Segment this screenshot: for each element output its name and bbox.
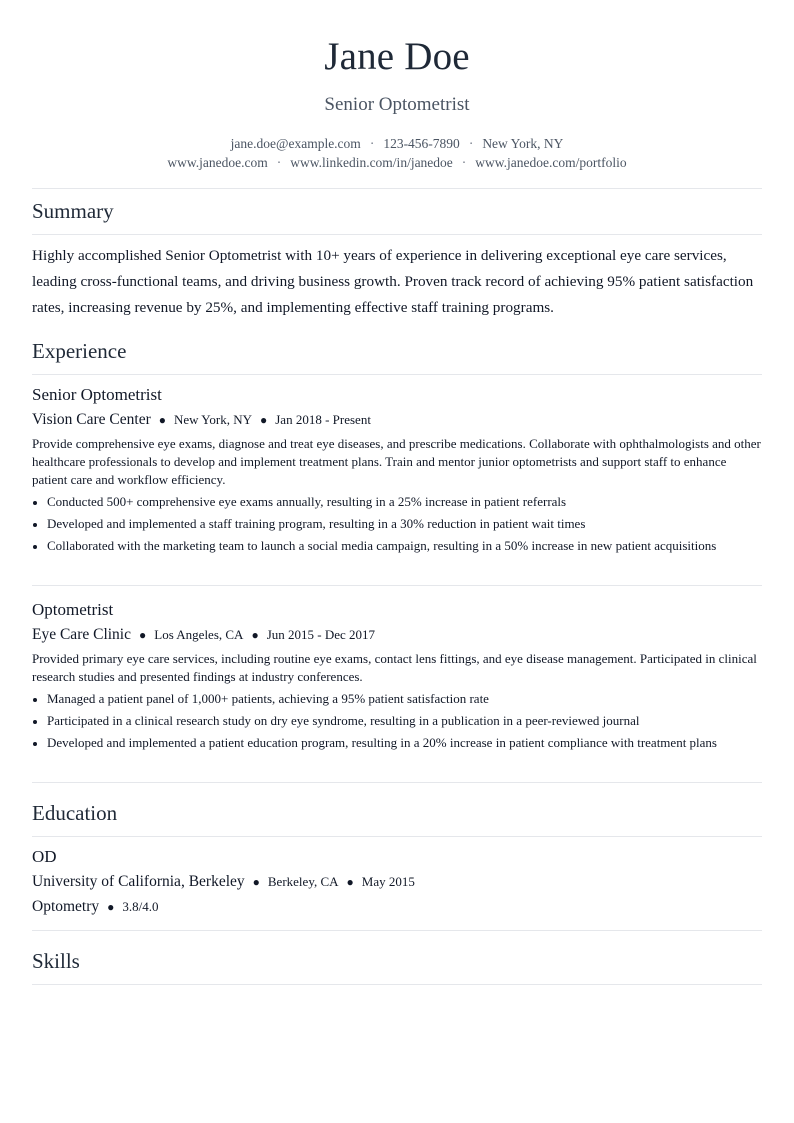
separator: · bbox=[369, 136, 375, 151]
bullet-separator: ● bbox=[260, 413, 268, 427]
list-item: Collaborated with the marketing team to launch a social media campaign, resulting in a 50% increase in new patient acquisitions bbox=[32, 537, 762, 555]
gpa: 3.8/4.0 bbox=[122, 899, 159, 914]
contact-line-1 bbox=[32, 135, 762, 153]
education-field bbox=[32, 897, 159, 917]
divider bbox=[32, 234, 762, 235]
job-dates: Jun 2015 - Dec 2017 bbox=[266, 627, 376, 642]
divider bbox=[32, 374, 762, 375]
divider bbox=[32, 585, 762, 586]
school-name: University of California, Berkeley bbox=[32, 873, 245, 890]
separator: · bbox=[468, 136, 474, 151]
list-item: Conducted 500+ comprehensive eye exams annually, resulting in a 25% increase in patient referrals bbox=[32, 493, 762, 511]
email-link[interactable]: jane.doe@example.com bbox=[230, 136, 361, 151]
summary-text: Highly accomplished Senior Optometrist with 10+ years of experience in delivering exceptional eye care services, leading cross-functional teams, and driving business growth. Proven track record of achieving 95% patient satisfaction rates, increasing revenue by 25%, and implementing effective staff training programs. bbox=[32, 247, 754, 316]
divider bbox=[32, 930, 762, 931]
job-achievements bbox=[32, 493, 762, 559]
job-meta bbox=[32, 410, 371, 430]
job-dates: Jan 2018 - Present bbox=[275, 412, 371, 427]
job-title: Optometrist bbox=[32, 600, 114, 619]
bullet-separator: ● bbox=[139, 628, 147, 642]
company-name: Vision Care Center bbox=[32, 411, 151, 428]
phone-text: 123-456-7890 bbox=[383, 136, 460, 151]
location-text: New York, NY bbox=[482, 136, 564, 151]
list-item: Developed and implemented a staff training program, resulting in a 30% reduction in patient wait times bbox=[32, 515, 762, 533]
bullet-separator: ● bbox=[107, 900, 115, 914]
candidate-name: Jane Doe bbox=[324, 35, 470, 78]
divider bbox=[32, 188, 762, 189]
experience-heading: Experience bbox=[32, 339, 127, 363]
skills-heading: Skills bbox=[32, 949, 80, 973]
job-title: Senior Optometrist bbox=[32, 385, 162, 404]
bullet-separator: ● bbox=[251, 628, 259, 642]
bullet-separator: ● bbox=[252, 875, 260, 889]
job-location: New York, NY bbox=[173, 412, 252, 427]
list-item: Developed and implemented a patient education program, resulting in a 20% increase in patient compliance with treatment plans bbox=[32, 734, 762, 752]
company-name: Eye Care Clinic bbox=[32, 626, 131, 643]
candidate-title: Senior Optometrist bbox=[324, 94, 470, 115]
school-location: Berkeley, CA bbox=[267, 874, 339, 889]
divider bbox=[32, 984, 762, 985]
education-heading: Education bbox=[32, 801, 118, 825]
graduation-date: May 2015 bbox=[361, 874, 415, 889]
divider bbox=[32, 836, 762, 837]
job-location: Los Angeles, CA bbox=[154, 627, 244, 642]
field-of-study: Optometry bbox=[32, 898, 100, 915]
bullet-separator: ● bbox=[158, 413, 166, 427]
portfolio-link[interactable]: www.janedoe.com/portfolio bbox=[475, 155, 627, 170]
job-description: Provided primary eye care services, including routine eye exams, contact lens fittings, and eye disease management. Participated in clinical research studies and presented findings at industry conferences. bbox=[32, 651, 757, 684]
job-description: Provide comprehensive eye exams, diagnose and treat eye diseases, and prescribe medications. Collaborate with ophthalmologists and other healthcare professionals to develop and implement treatment plans. Train and mentor junior optometrists and support staff to enhance patient care and workflow efficiency. bbox=[32, 436, 761, 487]
bullet-separator: ● bbox=[346, 875, 354, 889]
list-item: Managed a patient panel of 1,000+ patients, achieving a 95% patient satisfaction rate bbox=[32, 690, 762, 708]
linkedin-link[interactable]: www.linkedin.com/in/janedoe bbox=[290, 155, 453, 170]
degree-title: OD bbox=[32, 847, 57, 866]
website-link[interactable]: www.janedoe.com bbox=[167, 155, 268, 170]
separator: · bbox=[276, 155, 282, 170]
job-meta bbox=[32, 625, 375, 645]
list-item: Participated in a clinical research study on dry eye syndrome, resulting in a publication in a peer-reviewed journal bbox=[32, 712, 762, 730]
contact-line-2 bbox=[32, 154, 762, 172]
summary-heading: Summary bbox=[32, 199, 114, 223]
education-meta bbox=[32, 872, 415, 892]
separator: · bbox=[461, 155, 467, 170]
divider bbox=[32, 782, 762, 783]
job-achievements bbox=[32, 690, 762, 756]
